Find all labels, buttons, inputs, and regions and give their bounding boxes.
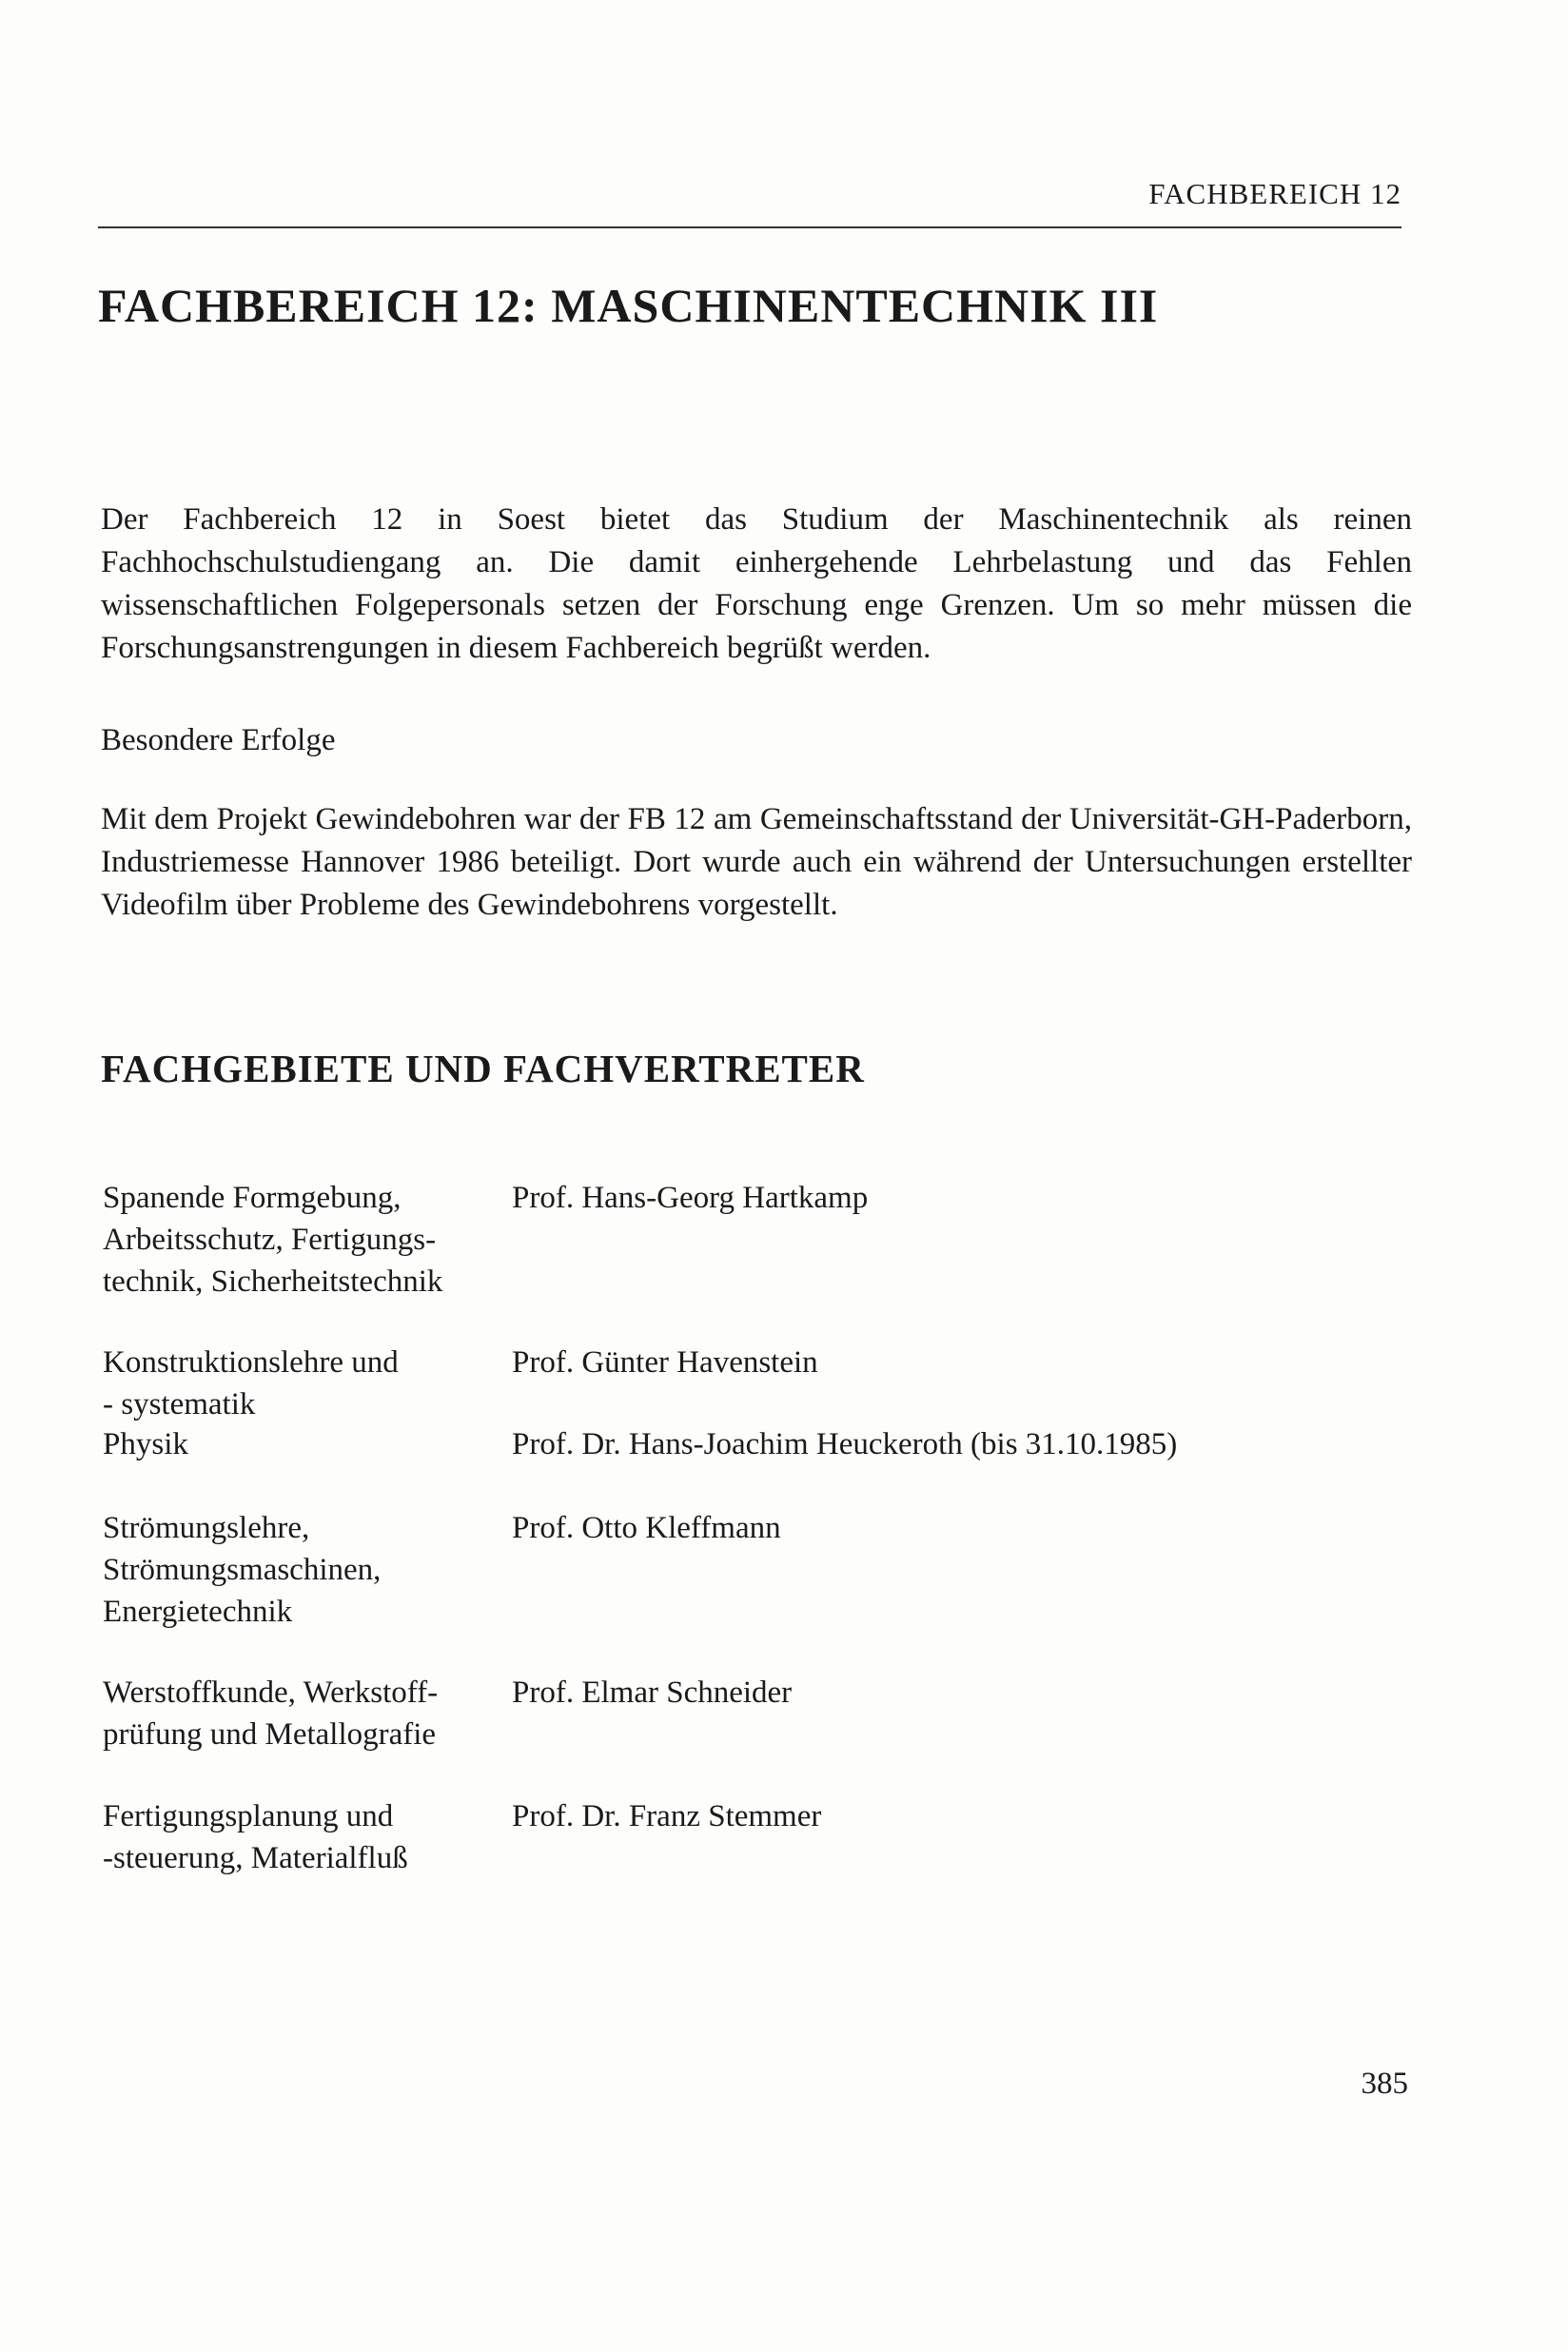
faculty-professor: Prof. Dr. Hans-Joachim Heuckeroth (bis 31.10.1985) [512, 1427, 1178, 1461]
successes-heading: Besondere Erfolge [101, 723, 336, 757]
intro-paragraph: Der Fachbereich 12 in Soest bietet das Studium der Maschinentechnik als reinen Fachhochschulstudiengang an. Die damit einhergehende Lehrbelastung und das Fehlen wissenschaftlichen Folgepersonals setzen der Forschung enge Grenzen. Um so mehr müssen die Forschungsanstrengungen in diesem Fachbereich begrüßt werden. [101, 502, 1412, 665]
faculty-field: Konstruktionslehre und - systematik [103, 1345, 399, 1421]
successes-paragraph: Mit dem Projekt Gewindebohren war der FB 12 am Gemeinschaftsstand der Universität-GH-Paderborn, Industriemesse Hannover 1986 beteiligt. Dort wurde auch ein während der Untersuchungen erstellter Videofilm über Probleme des Gewindebohrens vorgestellt. [101, 802, 1412, 922]
faculty-section-title: FACHGEBIETE UND FACHVERTRETER [101, 1047, 865, 1090]
faculty-field: Fertigungsplanung und -steuerung, Materialfluß [103, 1799, 408, 1875]
faculty-field: Werstoffkunde, Werkstoff- prüfung und Metallografie [103, 1676, 439, 1752]
chapter-title: FACHBEREICH 12: MASCHINENTECHNIK III [98, 279, 1159, 332]
faculty-professor: Prof. Hans-Georg Hartkamp [512, 1181, 869, 1215]
faculty-field: Spanende Formgebung, Arbeitsschutz, Fertigungs- technik, Sicherheitstechnik [103, 1181, 443, 1299]
faculty-field: Physik [103, 1427, 188, 1461]
faculty-professor: Prof. Elmar Schneider [512, 1676, 793, 1710]
running-head: FACHBEREICH 12 [1148, 177, 1401, 210]
faculty-field: Strömungslehre, Strömungsmaschinen, Energietechnik [103, 1511, 382, 1629]
header-rule [98, 226, 1401, 228]
faculty-professor: Prof. Otto Kleffmann [512, 1511, 781, 1545]
page-number: 385 [1361, 2067, 1408, 2101]
faculty-professor: Prof. Günter Havenstein [512, 1345, 818, 1380]
faculty-professor: Prof. Dr. Franz Stemmer [512, 1799, 822, 1833]
